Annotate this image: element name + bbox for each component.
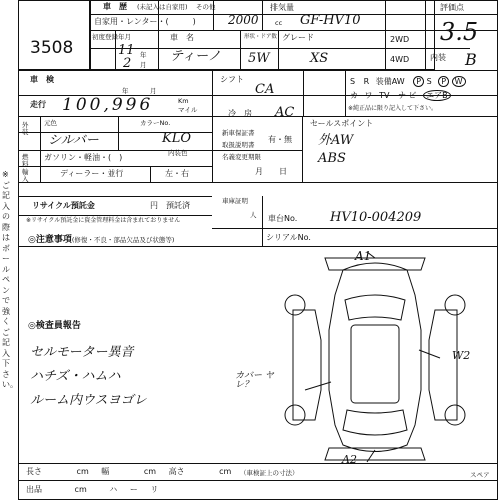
option-ps-p: P [413, 76, 424, 87]
grade-score-value: 3.5 [440, 18, 479, 46]
inspector-label: ◎検査員報告 [28, 321, 81, 331]
ownership-label: ディーラー・並行 [60, 169, 124, 178]
inspector-line-2: ハチズ・ハムハ [30, 369, 121, 384]
option-pw-w: W [452, 76, 466, 87]
option-sr: S [350, 77, 356, 86]
history-values: 自家用・レンター・( ) [94, 17, 196, 26]
interior-label: 内装 [430, 53, 446, 62]
serial-label: シリアルNo. [266, 233, 311, 242]
option-wa: ワ [364, 91, 373, 100]
option-aw: 装備AW [375, 77, 405, 86]
option-ps-s: S [426, 77, 432, 86]
manual-label: 取扱説明書 [222, 141, 255, 149]
mark-w2: W2 [452, 349, 471, 362]
history-other: その他 [196, 3, 216, 11]
doors-value: 5W [248, 51, 270, 66]
first-reg-year: 11 [118, 43, 135, 58]
option-r: R [363, 77, 370, 86]
options-row2 [350, 92, 451, 100]
displacement-label: 排気量 [270, 3, 294, 12]
ac-value: AC [275, 105, 295, 120]
fuel-label: ガソリン・軽油・( ) [44, 153, 123, 162]
option-tv: TV [379, 91, 390, 100]
month-unit: 月 [140, 61, 147, 69]
footer-bottom-row: 出品 cm ハ ー リ [26, 485, 159, 494]
first-reg-month: 2 [123, 56, 132, 71]
certificate-label: 車庫証明 [222, 197, 248, 205]
mark-a1: A1 [355, 249, 372, 263]
options-note: ※純正品に限り記入して下さい。 [348, 105, 438, 112]
sales-points-label: セールスポイント [310, 119, 374, 128]
lot-box [18, 0, 90, 70]
recycle-status: 預託済 [166, 201, 190, 210]
doors-label: 形状・ドア数 [244, 34, 277, 40]
mileage-label: 走行 [30, 100, 46, 109]
spare-label: スペア [470, 471, 490, 479]
footer-length: 長さ cm 幅 cm 高さ cm [26, 467, 232, 476]
chassis-value: HV10-004209 [330, 210, 422, 225]
color-value: シルバー [48, 133, 99, 148]
fuel-section: 燃料 [22, 153, 29, 168]
sales-point-2: ABS [318, 151, 346, 166]
history-note: (未記入は自家用) [137, 3, 188, 11]
shift-label: シフト [220, 75, 244, 84]
exterior-label: 外装 [22, 121, 29, 136]
option-pw-p: P [438, 76, 449, 87]
option-ka: カ [350, 91, 358, 100]
inspector-line-1: セルモーター異音 [30, 345, 134, 360]
grade-label: グレード [282, 33, 314, 42]
carname-label: 車 名 [170, 33, 194, 42]
option-bi: ビ [408, 91, 417, 100]
carname-value: ティーノ [170, 49, 221, 64]
options-row1 [350, 78, 466, 86]
recycle-unit: 円 [150, 201, 158, 210]
chassis-label: 車台No. [268, 214, 298, 223]
car-damage-diagram [275, 250, 475, 465]
option-na: ナ [398, 91, 406, 100]
shaken-month: 月 [150, 87, 157, 95]
shift-value: CA [255, 82, 275, 97]
inspector-line-3: ルーム内ウスヨゴレ [30, 393, 147, 408]
import-label: 輸入 [22, 168, 29, 183]
displacement-unit: cc [275, 19, 283, 27]
warranty-label: 新車保証書 [222, 129, 255, 137]
interior-value: B [465, 50, 477, 69]
mark-a2: A2 [342, 453, 357, 466]
name-change-unit: 月 日 [255, 167, 287, 176]
displacement-value: 2000 [228, 13, 259, 27]
first-reg-label: 初度登録年月 [92, 33, 131, 41]
sales-point-1: 外AW [318, 133, 354, 148]
side-instruction: ※ご記入の際はボールペンで強くご記入下さい。 [2, 170, 18, 389]
handle-label: 左・右 [165, 169, 189, 178]
drive-4wd: 4WD [390, 55, 410, 64]
shaken-year: 年 [122, 87, 129, 95]
name-change-label: 名義変更期限 [222, 153, 261, 161]
warranty-value: 有・無 [268, 135, 292, 144]
shaken-label: 車 検 [30, 75, 54, 84]
mile-label: マイル [178, 106, 198, 114]
km-label: Km [178, 97, 189, 105]
diagram-note: カバー ヤレ？ [235, 371, 274, 390]
original-color-label: 元色 [44, 119, 57, 127]
ac-label: 冷 房 [228, 109, 252, 118]
history-label: 車 歴 [103, 2, 127, 11]
year-unit: 年 [140, 51, 147, 59]
lot-number: 3508 [30, 38, 74, 58]
person-label: 人 [250, 211, 257, 219]
footer-size-note: （車検証上の寸法） [240, 469, 299, 477]
color-code-label: カラーNo. [140, 119, 171, 127]
option-airbag: エアB [423, 90, 451, 101]
attention-label: ◎注意事項(修復・不良・部品欠品及び状態等) [28, 235, 175, 245]
recycle-note: ※リサイクル預託金に資金管理料金は含まれておりません [26, 217, 181, 224]
mileage-value: 100,996 [62, 95, 154, 115]
grade-score-label: 評価点 [440, 3, 464, 12]
color-code-value: KLO [162, 131, 192, 146]
grade-value: XS [310, 51, 329, 66]
drive-2wd: 2WD [390, 35, 410, 44]
recycle-label: リサイクル預託金 [32, 201, 95, 210]
interior-color-label: 内装色 [168, 149, 188, 157]
model-code: GF-HV10 [300, 13, 361, 28]
